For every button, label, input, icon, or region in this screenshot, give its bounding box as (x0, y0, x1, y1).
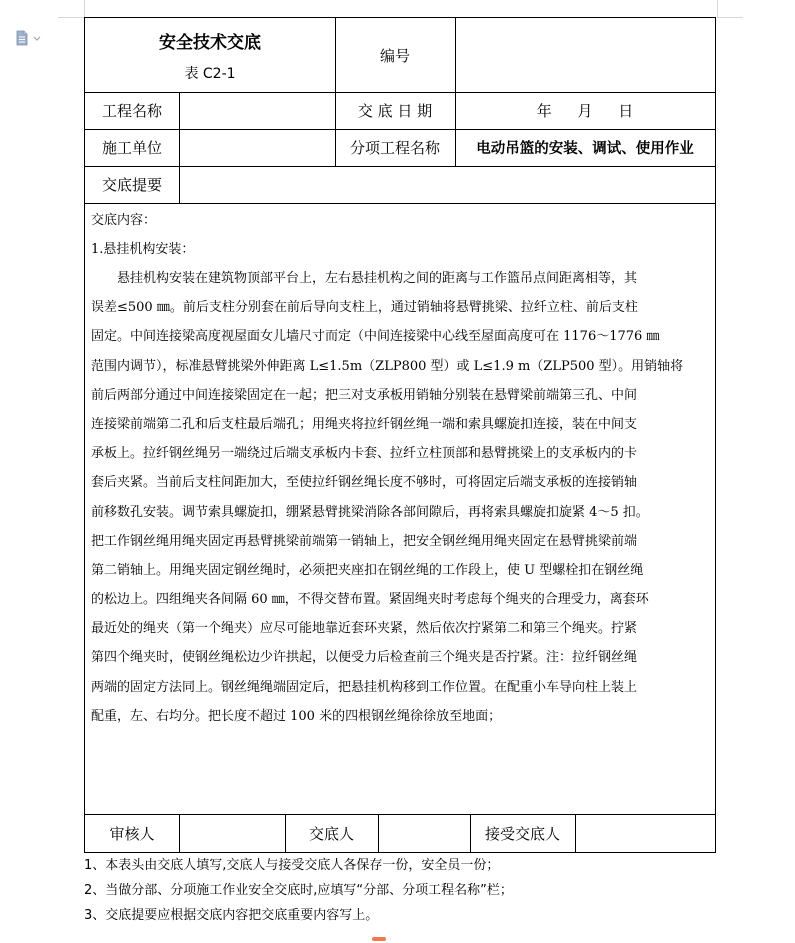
safety-disclosure-form (84, 17, 716, 853)
content-line: 承板上。拉纤钢丝绳另一端绕过后端支承板内卡套、拉纤立柱顶部和悬臂挑梁上的支承板内的卡 (91, 446, 638, 462)
number-field[interactable] (455, 18, 715, 92)
receiver-label: 接受交底人 (484, 824, 560, 843)
content-line: 配重，左、右均分。把长度不超过 100 米的四根钢丝绳徐徐放至地面； (91, 708, 502, 724)
document-menu-button[interactable] (15, 30, 43, 46)
subproject-field[interactable]: 电动吊篮的安装、调试、使用作业 (476, 141, 694, 157)
form-code: 表 C2-1 (184, 66, 236, 82)
reviewer-label: 审核人 (109, 824, 155, 843)
section-title: 1.悬挂机构安装： (91, 242, 195, 257)
summary-field[interactable] (179, 166, 715, 203)
content-line: 前后两部分通过中间连接梁固定在一起；把三对支承板用销轴分别装在悬臂梁前端第三孔、中间 (91, 387, 638, 403)
discloser-label: 交底人 (308, 824, 354, 843)
margin-guide (84, 0, 85, 17)
constructor-field[interactable] (179, 129, 335, 166)
content-line: 误差≤500 ㎜。前后支柱分别套在前后导向支柱上，通过销轴将悬臂挑梁、拉纤立柱、前后支柱 (91, 300, 638, 316)
note-item: 2、当做分部、分项施工作业安全交底时,应填写“分部、分项工程名称”栏； (84, 883, 513, 898)
project-name-label: 工程名称 (101, 102, 162, 120)
content-line: 两端的固定方法同上。钢丝绳绳端固定后，把悬挂机构移到工作位置。在配重小车导向柱上装上 (91, 679, 638, 695)
form-title: 安全技术交底 (159, 32, 261, 53)
content-line: 连接梁前端第二孔和后支柱最后端孔；用绳夹将拉纤钢丝绳一端和索具螺旋扣连接，装在中间支 (91, 416, 638, 432)
reviewer-field[interactable] (179, 814, 285, 852)
page-edge-marker (372, 937, 386, 941)
note-item: 1、本表头由交底人填写,交底人与接受交底人各保存一份，安全员一份； (84, 858, 500, 873)
content-heading: 交底内容： (91, 213, 157, 228)
constructor-label: 施工单位 (101, 139, 162, 157)
disclosure-content[interactable] (91, 206, 711, 731)
content-line: 第四个绳夹时，使钢丝绳松边少许拱起，以便受力后检查前三个绳夹是否拧紧。注：拉纤钢丝绳 (91, 650, 638, 666)
margin-guide (58, 17, 84, 18)
content-line: 最近处的绳夹（第一个绳夹）应尽可能地靠近套环夹紧，然后依次拧紧第二和第三个绳夹。拧紧 (91, 621, 638, 637)
subproject-label: 分项工程名称 (349, 139, 440, 157)
note-item: 3、交底提要应根据交底内容把交底重要内容写上。 (84, 908, 379, 923)
content-line: 第二销轴上。用绳夹固定钢丝绳时，必须把夹座扣在钢丝绳的工作段上，使 U 型螺栓扣在钢丝绳 (91, 562, 644, 578)
discloser-field[interactable] (378, 814, 470, 852)
content-line: 前移数孔安装。调节索具螺旋扣，绷紧悬臂挑梁消除各部间隙后，再将索具螺旋扣旋紧 4～5 扣。 (91, 504, 649, 520)
margin-guide (717, 17, 743, 18)
date-label: 交 底 日 期 (357, 102, 433, 120)
content-line: 固定。中间连接梁高度视屋面女儿墙尺寸而定（中间连接梁中心线至屋面高度可在 1176～1776 ㎜ (91, 329, 660, 345)
document-icon (15, 30, 43, 46)
number-label: 编号 (379, 46, 410, 65)
content-line: 的松边上。四组绳夹各间隔 60 ㎜，不得交替布置。紧固绳夹时考虑每个绳夹的合理受力，离套环 (91, 592, 649, 608)
content-line: 把工作钢丝绳用绳夹固定再悬臂挑梁前端第一销轴上，把安全钢丝绳用绳夹固定在悬臂挑梁前端 (91, 533, 638, 549)
content-line: 范围内调节），标准悬臂挑梁外伸距离 L≤1.5m（ZLP800 型）或 L≤1.9 m（ZLP500 型）。用销轴将 (91, 358, 684, 374)
content-line: 套后夹紧。当前后支柱间距加大，至使拉纤钢丝绳长度不够时，可将固定后端支承板的连接销轴 (91, 475, 638, 491)
row-divider (85, 203, 715, 204)
receiver-field[interactable] (575, 814, 715, 852)
date-field[interactable]: 年 月 日 (536, 102, 634, 120)
chevron-down-icon (34, 37, 40, 40)
content-paragraph (91, 264, 711, 731)
summary-label: 交底提要 (101, 176, 162, 194)
margin-guide (717, 0, 718, 17)
form-notes (84, 853, 513, 928)
project-name-field[interactable] (179, 92, 335, 129)
content-line: 悬挂机构安装在建筑物顶部平台上，左右悬挂机构之间的距离与工作篮吊点间距离相等，其 (91, 271, 638, 286)
